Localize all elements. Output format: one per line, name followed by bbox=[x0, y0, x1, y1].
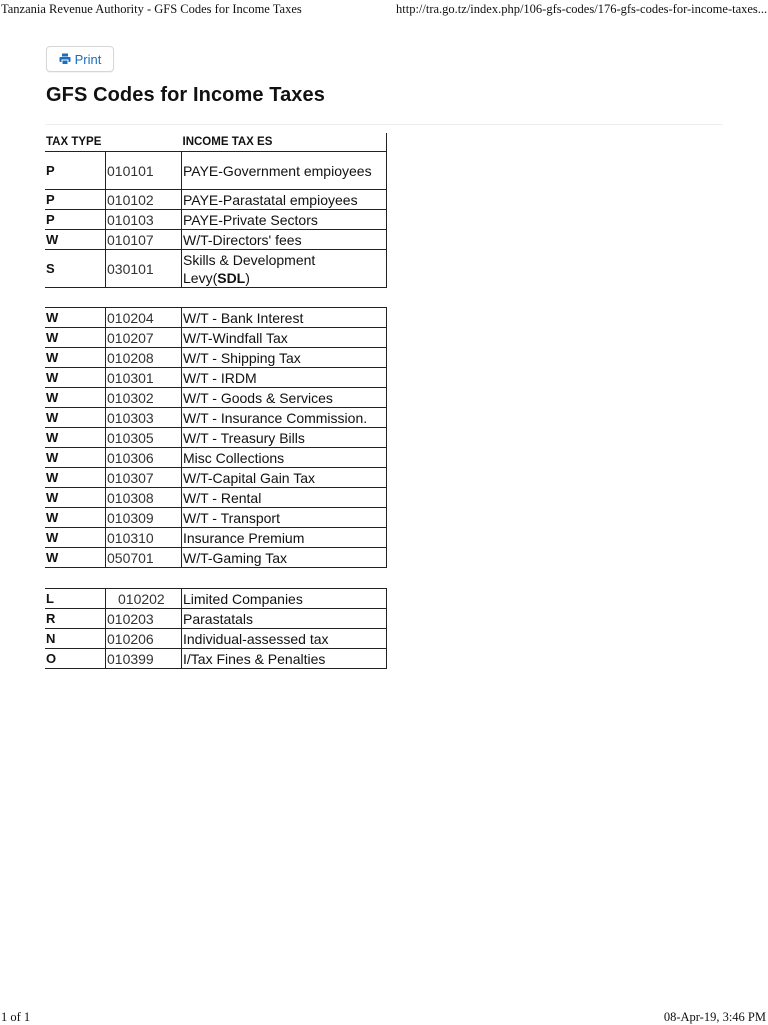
print-date: 08-Apr-19, 3:46 PM bbox=[663, 1010, 766, 1024]
gfs-code-cell: 010399 bbox=[106, 649, 182, 669]
print-footer bbox=[0, 1008, 768, 1024]
tax-type-cell: W bbox=[45, 468, 106, 488]
gfs-code-cell: 010308 bbox=[106, 488, 182, 508]
tax-type-cell: P bbox=[45, 190, 106, 210]
description-cell: Individual-assessed tax bbox=[182, 629, 387, 649]
tax-type-cell: W bbox=[45, 308, 106, 328]
page-count: 1 of 1 bbox=[1, 1010, 31, 1024]
gfs-code-cell: 010101 bbox=[106, 152, 182, 190]
tax-type-cell: R bbox=[45, 609, 106, 629]
gfs-table-1 bbox=[45, 133, 387, 288]
table-row bbox=[45, 348, 387, 368]
gfs-code-cell: 010309 bbox=[106, 508, 182, 528]
document-title: Tanzania Revenue Authority - GFS Codes for Income Taxes bbox=[1, 2, 302, 16]
table-row bbox=[45, 190, 387, 210]
page-title: GFS Codes for Income Taxes bbox=[46, 84, 325, 106]
header-income-taxes: INCOME TAX ES bbox=[182, 133, 387, 152]
table-row bbox=[45, 548, 387, 568]
table-row bbox=[45, 528, 387, 548]
gfs-code-cell: 010206 bbox=[106, 629, 182, 649]
description-cell: Limited Companies bbox=[182, 589, 387, 609]
description-cell: PAYE-Parastatal empioyees bbox=[182, 190, 387, 210]
description-cell: W/T-Directors' fees bbox=[182, 230, 387, 250]
description-cell: W/T - Shipping Tax bbox=[182, 348, 387, 368]
description-cell: W/T - Treasury Bills bbox=[182, 428, 387, 448]
tax-type-cell: N bbox=[45, 629, 106, 649]
gfs-code-cell: 010303 bbox=[106, 408, 182, 428]
description-cell: Insurance Premium bbox=[182, 528, 387, 548]
tax-type-cell: P bbox=[45, 152, 106, 190]
gfs-code-cell: 010203 bbox=[106, 609, 182, 629]
tax-type-cell: W bbox=[45, 388, 106, 408]
description-bold: SDL bbox=[217, 269, 246, 286]
gfs-code-cell: 050701 bbox=[106, 548, 182, 568]
gfs-code-cell: 010103 bbox=[106, 210, 182, 230]
tax-type-cell: W bbox=[45, 408, 106, 428]
table-row bbox=[45, 368, 387, 388]
description-cell: W/T - Insurance Commission. bbox=[182, 408, 387, 428]
description-cell: W/T - Bank Interest bbox=[182, 308, 387, 328]
gfs-code-cell: 010102 bbox=[106, 190, 182, 210]
gfs-code-cell: 010301 bbox=[106, 368, 182, 388]
tax-type-cell: W bbox=[45, 328, 106, 348]
gfs-code-cell: 010302 bbox=[106, 388, 182, 408]
tax-type-cell: W bbox=[45, 488, 106, 508]
print-button-label: Print bbox=[74, 51, 102, 67]
gfs-code-cell: 010207 bbox=[106, 328, 182, 348]
table-row bbox=[45, 468, 387, 488]
table-row bbox=[45, 488, 387, 508]
table-row bbox=[45, 609, 387, 629]
gfs-code-cell: 010305 bbox=[106, 428, 182, 448]
gfs-code-cell: 010310 bbox=[106, 528, 182, 548]
table-row bbox=[45, 629, 387, 649]
tax-type-cell: W bbox=[45, 368, 106, 388]
table-row bbox=[45, 230, 387, 250]
tax-type-cell: O bbox=[45, 649, 106, 669]
description-cell: Parastatals bbox=[182, 609, 387, 629]
table-row bbox=[45, 388, 387, 408]
table-row bbox=[45, 210, 387, 230]
description-cell: PAYE-Private Sectors bbox=[182, 210, 387, 230]
gfs-code-cell: 010307 bbox=[106, 468, 182, 488]
description-cell: W/T - Rental bbox=[182, 488, 387, 508]
print-header bbox=[0, 0, 768, 18]
table-row bbox=[45, 408, 387, 428]
tax-type-cell: W bbox=[45, 528, 106, 548]
title-divider bbox=[46, 124, 722, 125]
description-cell: W/T - IRDM bbox=[182, 368, 387, 388]
tax-type-cell: W bbox=[45, 428, 106, 448]
printer-icon bbox=[59, 53, 71, 65]
description-cell: Misc Collections bbox=[182, 448, 387, 468]
header-tax-type: TAX TYPE bbox=[45, 133, 182, 152]
table-header-row bbox=[45, 133, 387, 152]
description-prefix: Skills & Development Levy( bbox=[183, 251, 316, 286]
table-row bbox=[45, 308, 387, 328]
description-cell: W/T-Capital Gain Tax bbox=[182, 468, 387, 488]
description-suffix: ) bbox=[245, 269, 250, 286]
gfs-table-3 bbox=[45, 588, 387, 669]
tax-type-cell: W bbox=[45, 230, 106, 250]
gfs-code-cell: 010107 bbox=[106, 230, 182, 250]
tax-type-cell: W bbox=[45, 508, 106, 528]
print-button[interactable] bbox=[46, 46, 114, 72]
table-row bbox=[45, 649, 387, 669]
description-cell: W/T-Gaming Tax bbox=[182, 548, 387, 568]
table-row bbox=[45, 448, 387, 468]
description-cell: PAYE-Government empioyees bbox=[182, 152, 387, 190]
gfs-code-cell: 010204 bbox=[106, 308, 182, 328]
description-cell: W/T-Windfall Tax bbox=[182, 328, 387, 348]
description-cell: W/T - Transport bbox=[182, 508, 387, 528]
table-row bbox=[45, 328, 387, 348]
table-row bbox=[45, 152, 387, 190]
document-url: http://tra.go.tz/index.php/106-gfs-codes/176-gfs-codes-for-income-taxes... bbox=[396, 2, 768, 16]
table-row bbox=[45, 428, 387, 448]
table-row bbox=[45, 508, 387, 528]
gfs-code-cell: 030101 bbox=[106, 250, 182, 288]
tax-type-cell: P bbox=[45, 210, 106, 230]
description-cell: I/Tax Fines & Penalties bbox=[182, 649, 387, 669]
gfs-code-cell: 010208 bbox=[106, 348, 182, 368]
gfs-code-cell: 010202 bbox=[106, 589, 182, 609]
gfs-code-cell: 010306 bbox=[106, 448, 182, 468]
tax-type-cell: W bbox=[45, 348, 106, 368]
gfs-table-2 bbox=[45, 307, 387, 568]
table-row bbox=[45, 589, 387, 609]
tax-type-cell: W bbox=[45, 548, 106, 568]
table-row bbox=[45, 250, 387, 288]
tax-type-cell: L bbox=[45, 589, 106, 609]
tax-type-cell: W bbox=[45, 448, 106, 468]
description-cell: W/T - Goods & Services bbox=[182, 388, 387, 408]
tax-type-cell: S bbox=[45, 250, 106, 288]
description-cell bbox=[182, 250, 387, 288]
